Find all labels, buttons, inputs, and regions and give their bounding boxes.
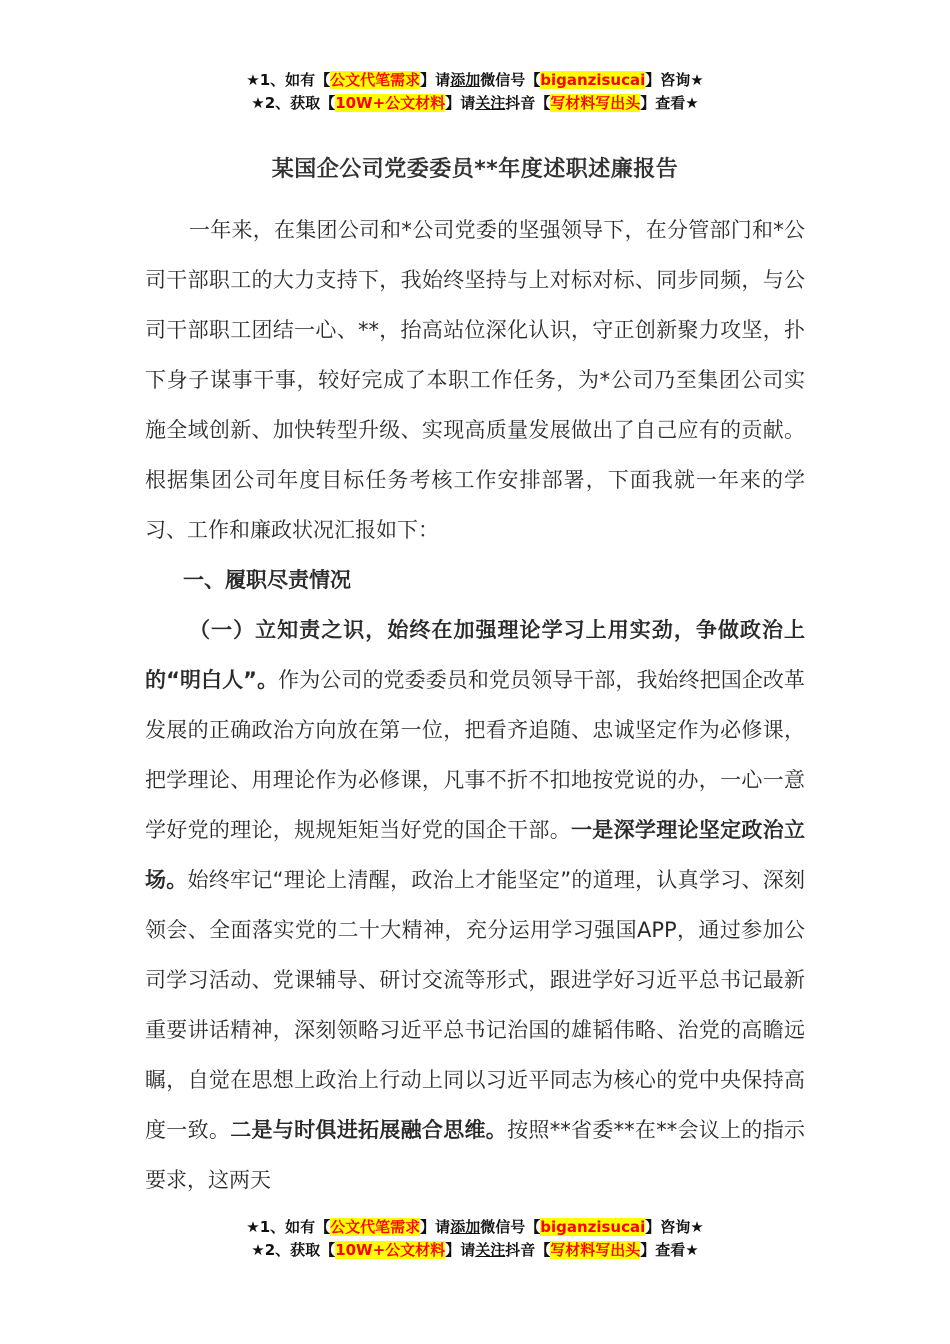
- banner-highlight: 写材料写出头: [550, 94, 641, 112]
- banner-text: 微信号【: [480, 1218, 541, 1236]
- paragraph-text: 作为公司的党委委员和党员领导干部，我始终把国企改革发展的正确政治方向放在第一位，把看齐追随、忠诚坚定作为必修课，把学理论、用理论作为必修课，凡事不折不扣地按党说的办，一心一意学好党的理论，规规矩矩当好党的国企干部。: [145, 668, 806, 842]
- paragraph-text: 按照**省委**在**会议上的指示要求，这两天: [145, 1118, 806, 1192]
- banner-text: 】查看★: [640, 1241, 699, 1259]
- banner-text: 】请: [420, 71, 451, 89]
- banner-text: 】请: [445, 94, 476, 112]
- document-title: 某国企公司党委委员**年度述职述廉报告: [271, 157, 679, 182]
- section-heading: 一、履职尽责情况: [183, 568, 351, 592]
- banner-text: 抖音【: [505, 1241, 551, 1259]
- banner-text: ★1、如有【: [246, 71, 331, 89]
- subsection-heading: （一）立知责之识，始终在加强理论学习上用实劲，争做政治上的“明白人”。: [145, 618, 805, 692]
- banner-underlined: 关注: [475, 94, 506, 112]
- point-heading: 二是与时俱进拓展融合思维。: [230, 1118, 508, 1142]
- intro-paragraph: 一年来，在集团公司和*公司党委的坚强领导下，在分管部门和*公司干部职工的大力支持下，我始终坚持与上对标对标、同步同频，与公司干部职工团结一心、**，抬高站位深化认识，守正创新聚力攻坚，扑下身子谋事干事，较好完成了本职工作任务，为*公司乃至集团公司实施全域创新、加快转型升级、实现高质量发展做出了自己应有的贡献。根据集团公司年度目标任务考核工作安排部署，下面我就一年来的学习、工作和廉政状况汇报如下：: [145, 218, 805, 542]
- banner-highlight: 10W+公文材料: [335, 1241, 446, 1259]
- banner-underlined: 添加: [450, 71, 481, 89]
- banner-text: ★1、如有【: [246, 1218, 331, 1236]
- banner-text: ★2、获取【: [251, 94, 336, 112]
- banner-underlined: 关注: [475, 1241, 506, 1259]
- subsection-paragraph: [145, 605, 805, 1205]
- top-banner: [0, 69, 950, 115]
- banner-text: 】咨询★: [645, 1218, 704, 1236]
- banner-highlight: 10W+公文材料: [335, 94, 446, 112]
- banner-highlight: 公文代笔需求: [330, 1218, 421, 1236]
- banner-text: 】请: [420, 1218, 451, 1236]
- banner-line-1: [0, 1216, 950, 1239]
- point-heading: 一是深学理论坚定政治立场。: [145, 818, 805, 892]
- banner-highlight: biganzisucai: [540, 71, 646, 89]
- paragraph-text: 始终牢记“理论上清醒，政治上才能坚定”的道理，认真学习、深刻领会、全面落实党的二十大精神，充分运用学习强国APP，通过参加公司学习活动、党课辅导、研讨交流等形式，跟进学好习近平总书记最新重要讲话精神，深刻领略习近平总书记治国的雄韬伟略、治党的高瞻远瞩，自觉在思想上政治上行动上同以习近平同志为核心的党中央保持高度一致。: [145, 868, 805, 1142]
- document-body: [145, 205, 805, 1205]
- bottom-banner: [0, 1216, 950, 1262]
- banner-text: 】请: [445, 1241, 476, 1259]
- banner-text: 】查看★: [640, 94, 699, 112]
- banner-text: 微信号【: [480, 71, 541, 89]
- banner-highlight: 公文代笔需求: [330, 71, 421, 89]
- banner-underlined: 添加: [450, 1218, 481, 1236]
- banner-text: ★2、获取【: [251, 1241, 336, 1259]
- banner-text: 】咨询★: [645, 71, 704, 89]
- banner-highlight: 写材料写出头: [550, 1241, 641, 1259]
- banner-highlight: biganzisucai: [540, 1218, 646, 1236]
- banner-line-1: [0, 69, 950, 92]
- banner-line-2: [0, 92, 950, 115]
- banner-text: 抖音【: [505, 94, 551, 112]
- banner-line-2: [0, 1239, 950, 1262]
